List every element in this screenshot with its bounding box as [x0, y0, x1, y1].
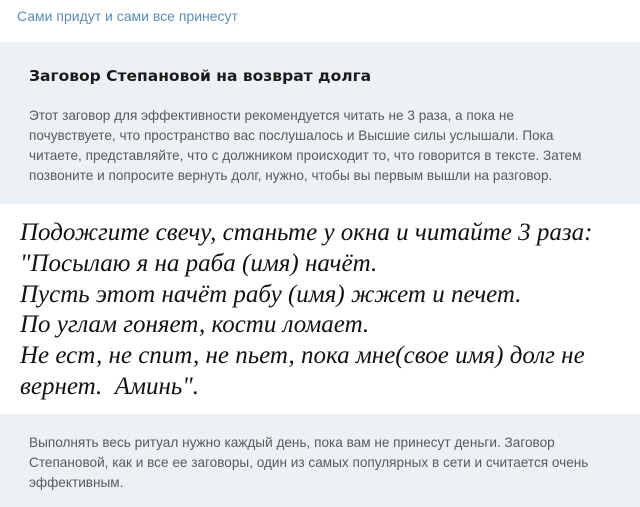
intro-paragraph [29, 106, 599, 186]
intro-line: позвоните и попросите вернуть долг, нужно, чтобы вы первым вышли на разговор. [29, 168, 553, 183]
incantation-line: По углам гоняет, кости ломает. [20, 311, 370, 339]
incantation-line: Пусть этот начёт рабу (имя) жжет и печет. [20, 280, 522, 308]
incantation-line: "Посылаю я на раба (имя) начёт. [20, 249, 378, 277]
incantation-line: Подожгите свечу, станьте у окна и читайте 3 раза: [20, 219, 593, 246]
outro-line: эффективным. [29, 475, 124, 490]
section-title: Заговор Степановой на возврат долга [29, 67, 372, 85]
outro-line: Выполнять весь ритуал нужно каждый день, пока вам не принесут деньги. Заговор [29, 435, 555, 450]
related-article-link[interactable]: Сами придут и сами все принесут [17, 8, 238, 24]
outro-paragraph [29, 433, 599, 493]
incantation-line: Не ест, не спит, не пьет, пока мне(свое имя) долг не [20, 342, 585, 370]
incantation-image-text [20, 218, 630, 403]
incantation-line: вернет. Аминь". [20, 372, 199, 400]
intro-line: Этот заговор для эффективности рекомендуется читать не 3 раза, а пока не [29, 108, 514, 123]
intro-line: почувствуете, что пространство вас послушалось и Высшие силы услышали. Пока [29, 128, 554, 143]
outro-line: Степановой, как и все ее заговоры, один из самых популярных в сети и считается очень [29, 455, 589, 470]
intro-line: читаете, представляйте, что с должником происходит то, что говорится в тексте. Затем [29, 148, 582, 163]
